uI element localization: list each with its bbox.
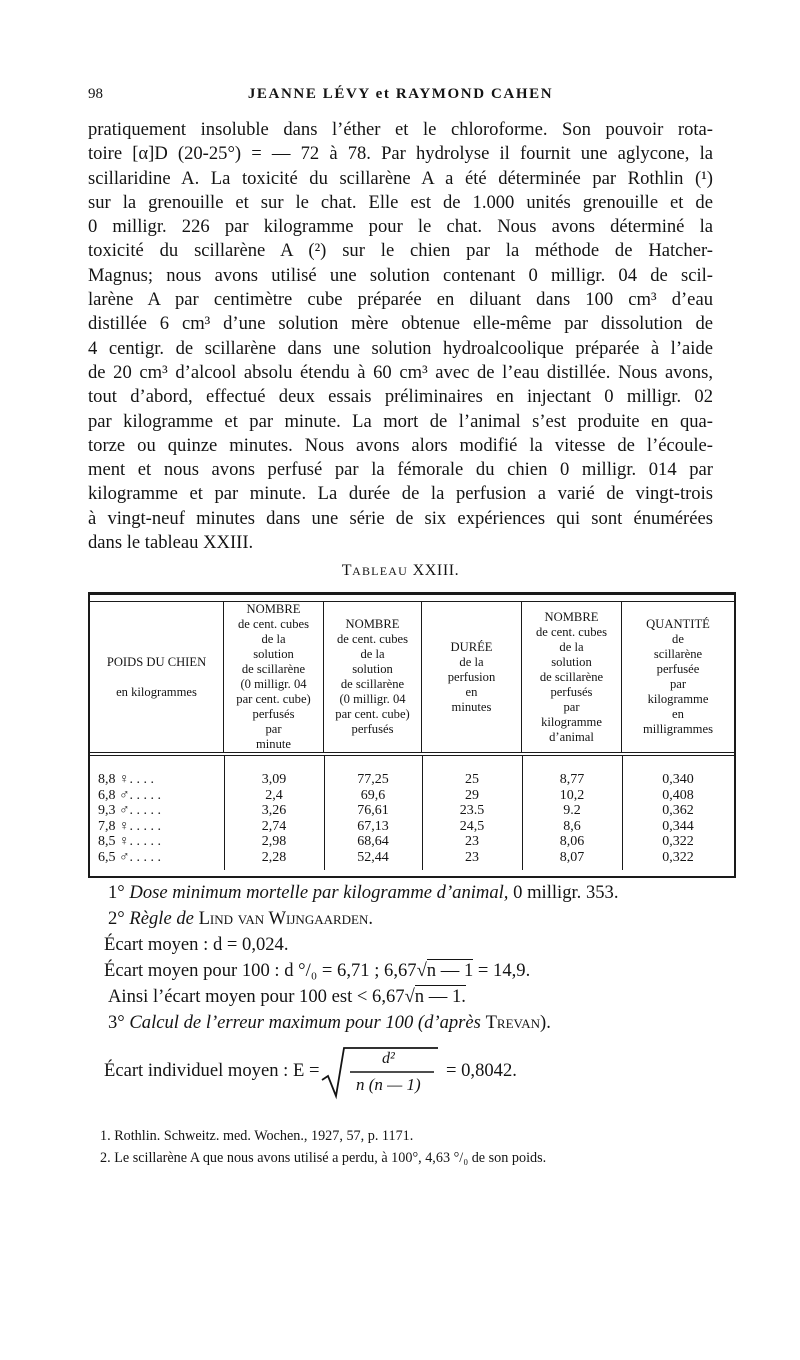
header-cell-quantity [622, 602, 734, 752]
cell-weight: 6,8 ♂. . . . . [98, 787, 161, 803]
data-table [88, 592, 736, 878]
footnote: 1. Rothlin. Schweitz. med. Wochen., 1927, 57, p. 1171. [100, 1128, 414, 1144]
body-line: sur la grenouille et sur le chat. Elle est de 1.000 unités grenouille et de [88, 191, 713, 213]
body-line: toxicité du scillarène A (²) sur le chien par la méthode de Hatcher- [88, 240, 713, 262]
sqrt-sign: √ [404, 986, 415, 1007]
header-line: de scillarène [241, 662, 306, 676]
cell-cc-per-minute: 2,4 [265, 787, 283, 803]
table-row [90, 850, 734, 866]
body-line: torze ou quinze minutes. Nous avons alors modifié la vitesse de l’écoule- [88, 434, 713, 456]
header-line: perfusion [447, 669, 496, 684]
note-regle [108, 908, 373, 930]
sqrt-radicand: n — 1. [414, 986, 466, 1007]
header-line: en [465, 684, 478, 699]
header-cell-cc-per-kilo [522, 602, 622, 752]
cell-cc-total: 68,64 [357, 834, 389, 849]
body-line: distillée 6 cm³ d’une solution mère obtenue elle-même par dissolution de [88, 313, 713, 335]
header-line: POIDS DU CHIEN [106, 654, 207, 669]
header-line: (0 milligr. 04 [240, 677, 307, 691]
note-number: 2° [108, 908, 125, 929]
header-cell-weight [90, 602, 224, 752]
footnote: 2. Le scillarène A que nous avons utilisé a perdu, à 100°, 4,63 °/₀ de son poids. [100, 1150, 547, 1166]
table-row [90, 819, 734, 835]
header-cell-cc-per-minute [224, 602, 324, 752]
body-line: toire [α]D (20-25°) = — 72 à 78. Par hydrolyse il fournit une aglycone, la [88, 143, 713, 165]
header-line: solution [551, 654, 592, 669]
header-line: milligrammes [643, 722, 713, 736]
caption-number: XXIII. [412, 562, 460, 579]
table-caption [88, 562, 713, 580]
cell-quantity: 0,344 [662, 818, 694, 834]
cell-cc-total: 69,6 [360, 787, 386, 803]
cell-duration: 23 [465, 834, 479, 849]
header-line: de la [459, 654, 484, 669]
header-line: de cent. cubes [238, 617, 309, 631]
note-text: Calcul de l’erreur maximum pour 100 (d’après [129, 1012, 481, 1033]
body-line: à vingt-neuf minutes dans une série de six expériences qui sont énumérées [88, 507, 713, 529]
body-line: scillaridine A. La toxicité du scillarène A a été déterminée par Rothlin (¹) [88, 167, 713, 189]
cell-duration: 23.5 [459, 803, 485, 818]
header-line: de [672, 632, 684, 646]
table-header-row [90, 601, 734, 753]
body-line: 0 milligr. 226 par kilogramme pour le chat. Nous avons déterminé la [88, 216, 713, 238]
header-cell-cc-total [324, 602, 422, 752]
cell-cc-per-minute: 2,74 [261, 818, 287, 834]
formula-result: = 14,9. [477, 960, 531, 981]
header-title: JEANNE LÉVY et RAYMOND CAHEN [247, 86, 554, 102]
caption-prefix: T [341, 562, 353, 579]
cell-cc-per-kilo: 8,07 [559, 849, 585, 865]
body-line: pratiquement insoluble dans l’éther et le chloroforme. Son pouvoir rota- [88, 119, 713, 140]
table-row [90, 772, 734, 788]
header-line: de scillarène [539, 669, 604, 684]
header-line: kilogramme [541, 714, 602, 729]
cell-cc-per-kilo: 8,06 [559, 834, 585, 849]
caption-small: ABLEAU [352, 564, 408, 578]
header-line: de cent. cubes [536, 624, 607, 639]
cell-weight: 9,3 ♂. . . . . [98, 803, 161, 818]
header-line: DURÉE [450, 639, 493, 654]
header-line: kilogramme [647, 692, 709, 706]
header-line [107, 670, 206, 685]
body-line: Magnus; nous avons utilisé une solution contenant 0 milligr. 04 de scil- [88, 264, 713, 286]
cell-cc-per-minute: 2,28 [261, 849, 287, 865]
cell-cc-per-kilo: 10,2 [559, 787, 585, 803]
header-line: NOMBRE [544, 609, 599, 624]
header-line: scillarène [653, 647, 703, 661]
note-number: 3° [108, 1012, 125, 1033]
cell-cc-per-minute: 3,09 [261, 772, 287, 787]
header-line: de la [559, 639, 584, 654]
sqrt-radicand: n — 1 [426, 960, 474, 981]
body-line: de 20 cm³ d’alcool absolu étendu à 60 cm³ avec de l’eau distillée. Nous avons, [88, 361, 713, 383]
header-line: minute [256, 737, 291, 751]
body-line: 4 centigr. de scillarène dans une solution hydroalcoolique préparée à l’aide [88, 337, 713, 359]
cell-quantity: 0,322 [662, 849, 694, 865]
cell-cc-per-kilo: 8,77 [559, 772, 585, 787]
header-line: perfusés [351, 722, 394, 736]
header-line: solution [253, 647, 294, 661]
formula-result: = 0,8042. [446, 1060, 517, 1081]
note-ainsi [108, 986, 466, 1008]
header-line: NOMBRE [246, 602, 301, 616]
cell-duration: 29 [465, 787, 479, 803]
header-line: NOMBRE [345, 617, 400, 631]
formula-text: Écart moyen pour 100 : d °/₀ = 6,71 ; 6,67 [104, 960, 417, 981]
header-line: de la [261, 632, 286, 646]
formula-text: Ainsi l’écart moyen pour 100 est < 6,67 [108, 986, 405, 1007]
header-line: par [669, 677, 687, 691]
header-line: par cent. cube) [335, 707, 410, 721]
cell-quantity: 0,362 [662, 803, 694, 818]
cell-weight: 6,5 ♂. . . . . [98, 849, 161, 865]
note-dose-minimum [108, 882, 619, 904]
header-line: par [265, 722, 282, 736]
note-ecart-100 [104, 960, 530, 982]
note-calcul-erreur [108, 1012, 551, 1034]
sqrt-fraction-graphic [108, 1038, 728, 1108]
header-line: en kilogrammes [116, 684, 197, 699]
formula-fraction [108, 1038, 728, 1108]
page-number: 98 [88, 86, 103, 102]
body-line: dans le tableau XXIII. [88, 532, 254, 554]
fraction-numerator: d² [382, 1050, 395, 1067]
cell-cc-per-minute: 2,98 [261, 834, 287, 849]
body-line: kilogramme et par minute. La durée de la perfusion a varié de vingt-trois [88, 483, 713, 505]
note-text: Règle de [129, 908, 194, 929]
cell-cc-total: 52,44 [357, 849, 389, 865]
table-row [90, 803, 734, 819]
header-line: perfusés [550, 684, 593, 699]
fraction-denominator: n (n — 1) [356, 1075, 421, 1094]
cell-duration: 23 [465, 849, 479, 865]
cell-cc-total: 77,25 [357, 772, 389, 787]
header-line: de scillarène [340, 677, 405, 691]
cell-cc-total: 76,61 [357, 803, 389, 818]
body-line: tout d’abord, effectué deux essais préliminaires en injectant 0 milligr. 02 [88, 386, 713, 408]
running-head [88, 86, 713, 108]
cell-quantity: 0,340 [662, 772, 694, 787]
header-line: solution [352, 662, 393, 676]
note-text: Dose minimum mortelle par kilogramme d’animal, [129, 882, 509, 903]
body-line: ment et nous avons perfusé par la fémorale du chien 0 milligr. 014 par [88, 459, 713, 481]
header-line: perfusée [656, 662, 700, 676]
header-line: en [672, 707, 684, 721]
header-line: minutes [451, 699, 492, 714]
cell-weight: 8,5 ♀. . . . . [98, 834, 161, 849]
formula-text: Écart individuel moyen : E = [104, 1060, 320, 1081]
cell-cc-per-minute: 3,26 [261, 803, 287, 818]
header-line: de cent. cubes [337, 632, 408, 646]
table-row [90, 788, 734, 804]
header-line: par cent. cube) [236, 692, 311, 706]
header-cell-duration [422, 602, 522, 752]
body-line: larène A par centimètre cube préparée en diluant dans 100 cm³ d’eau [88, 289, 713, 311]
header-line: de la [360, 647, 385, 661]
header-line: par [563, 699, 580, 714]
note-ecart-moyen: Écart moyen : d = 0,024. [104, 934, 289, 955]
note-author: Trevan). [485, 1012, 551, 1033]
cell-cc-total: 67,13 [357, 818, 389, 834]
table-row [90, 834, 734, 850]
header-line: QUANTITÉ [646, 617, 710, 631]
header-line: perfusés [252, 707, 295, 721]
table-body [90, 755, 734, 870]
note-author: Lind van Wijngaarden. [198, 908, 374, 929]
cell-duration: 24,5 [459, 818, 485, 834]
body-line: par kilogramme et par minute. La mort de l’animal s’est produite en qua- [88, 410, 713, 432]
cell-weight: 8,8 ♀. . . . [98, 772, 154, 787]
header-line: d’animal [549, 729, 594, 744]
header-line: (0 milligr. 04 [339, 692, 406, 706]
cell-duration: 25 [465, 772, 479, 787]
cell-weight: 7,8 ♀. . . . . [98, 818, 161, 834]
note-value: 0 milligr. 353. [513, 882, 619, 903]
sqrt-sign: √ [416, 960, 427, 981]
cell-cc-per-kilo: 8,6 [563, 818, 581, 834]
cell-cc-per-kilo: 9.2 [563, 803, 581, 818]
cell-quantity: 0,408 [662, 787, 694, 803]
note-number: 1° [108, 882, 125, 903]
cell-quantity: 0,322 [662, 834, 694, 849]
body-text [88, 118, 713, 555]
